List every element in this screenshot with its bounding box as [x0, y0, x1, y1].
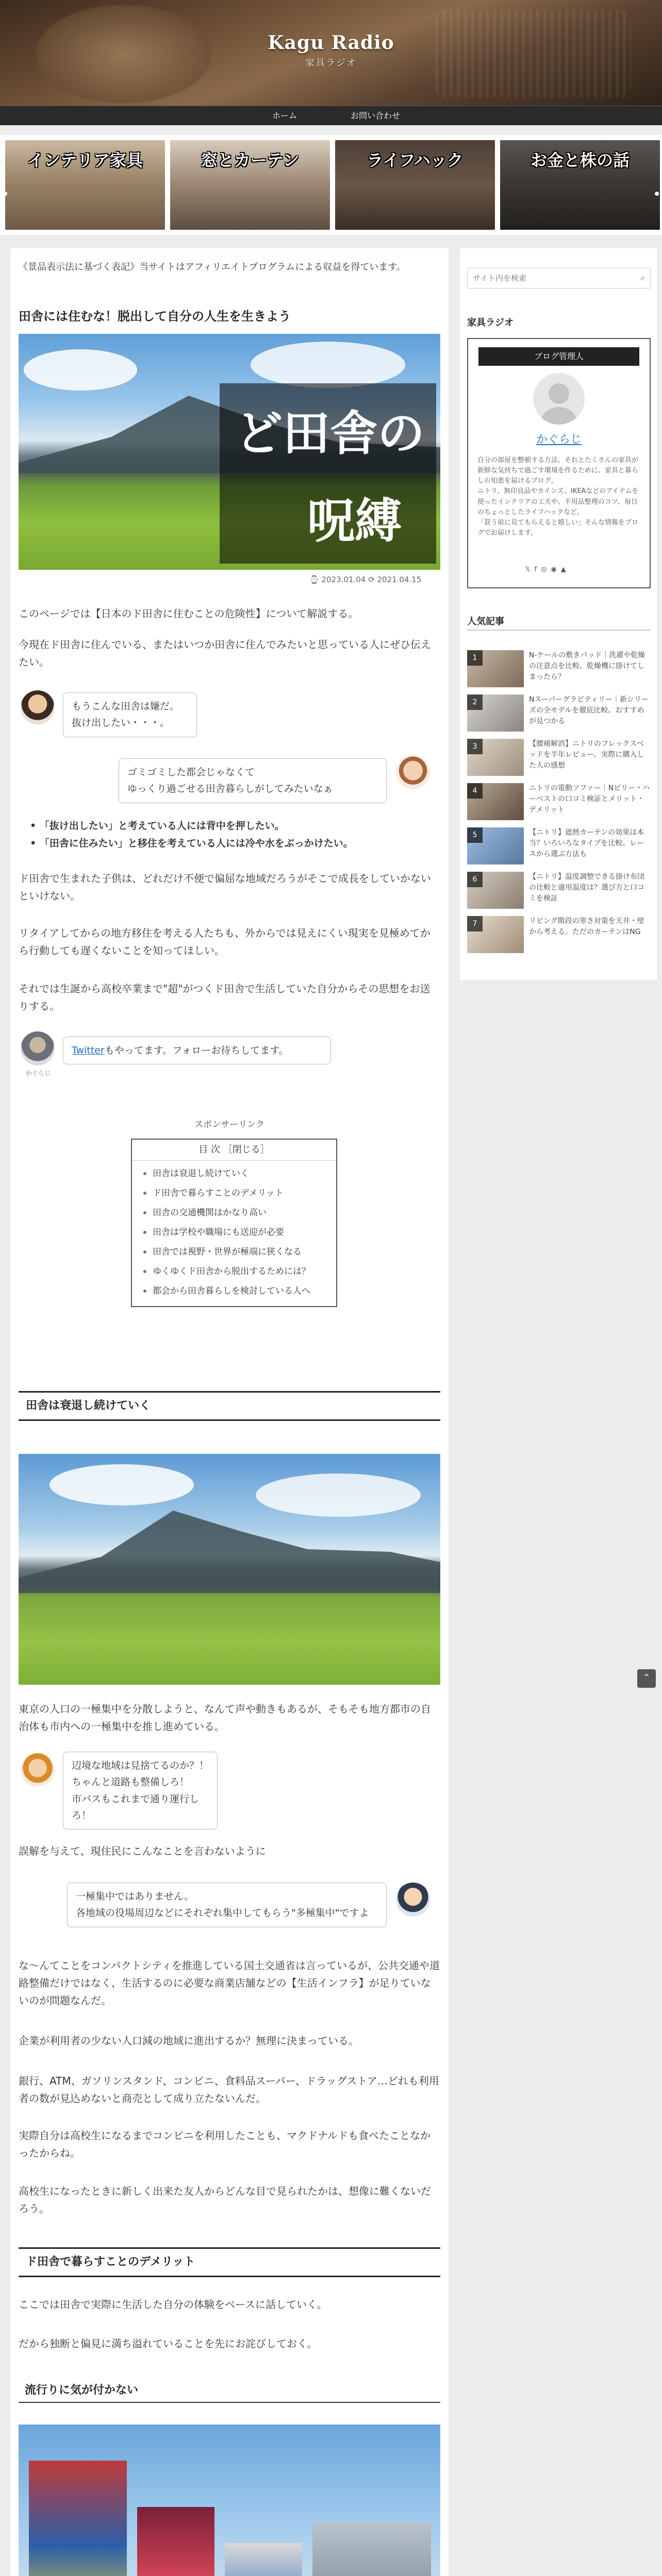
- rank-badge: 2: [467, 694, 483, 710]
- clock-icon: ⌚: [309, 575, 322, 584]
- popular-item[interactable]: [467, 650, 651, 689]
- intro-2: 今現在ド田舎に住んでいる、またはいつか田舎に住んでみたいと思っている人にぜひ伝えたい。: [19, 638, 431, 668]
- popular-divider: [467, 630, 651, 631]
- popular-item[interactable]: [467, 827, 651, 867]
- speech-bubble-1: もうこんな田舎は嫌だ。抜け出したい・・・。: [63, 692, 197, 737]
- article: [10, 248, 449, 2576]
- para-2: リタイアしてからの地方移住を考える人たちも、外からでは見えにくい現実を見極めてから行動しても遅くないことを知ってほしい。: [19, 927, 431, 957]
- rank-badge: 4: [467, 783, 483, 799]
- nav-home[interactable]: ホーム: [272, 111, 297, 121]
- feedly-icon[interactable]: ▲: [560, 566, 570, 573]
- profile-name[interactable]: かぐらじ: [536, 433, 582, 446]
- slider-prev-icon[interactable]: [3, 192, 7, 196]
- toc-title[interactable]: 目 次 ［閉じる］: [132, 1140, 336, 1161]
- site-logo[interactable]: Kagu Radio: [268, 32, 394, 54]
- rank-badge: 6: [467, 872, 483, 887]
- twitter-link[interactable]: Twitter: [72, 1045, 105, 1056]
- heading-decline: 田舎は衰退し続けていく: [19, 1391, 440, 1421]
- hero-text-1: ど田舎の: [235, 405, 425, 461]
- bullet-2: • 「田舎に住みたい」と移住を考えている人には冷や水をぶっかけたい。: [30, 838, 353, 850]
- speech-bubble-3: 辺境な地域は見捨てるのか？！ ちゃんと道路も整備しろ！ 市バスもこれまで通り運行しろ！: [63, 1752, 218, 1829]
- intro-1: このページでは【日本のド田舎に住むことの危険性】について解説する。: [19, 607, 359, 620]
- popular-title-7: リビング階段の寒さ対策を天井・壁から考える。ただのカーテンはNG: [529, 917, 644, 936]
- category-lifehack[interactable]: [335, 140, 495, 230]
- popular-title-5: 【ニトリ】遮熱カーテンの効果は本当？いろいろなタイプを比較。レースから選ぶ方法も: [529, 828, 644, 858]
- s2-para-1: ここでは田舎で実際に生活した自分の体験をベースに話していく。: [19, 2298, 327, 2311]
- building-center: [137, 2507, 214, 2576]
- heading-trends: 流行りに気が付かない: [19, 2380, 440, 2403]
- s1-para-7: 高校生になったときに新しく出来た友人からどんな目で見られたかは、想像に難くないだろう。: [19, 2185, 431, 2215]
- key-points: [30, 817, 437, 852]
- popular-item[interactable]: [467, 739, 651, 778]
- para-1: ド田舎で生まれた子供は、どれだけ不便で偏屈な地域だろうがそこで成長をしていかないといけない。: [19, 872, 431, 902]
- search-icon[interactable]: ⌕: [640, 273, 645, 282]
- speech-bubble-2: ゴミゴミした都会じゃなくて ゆっくり過ごせる田舎暮らしがしてみたいなぁ: [119, 758, 387, 803]
- s1-para-1: 東京の人口の一極集中を分散しようと、なんて声や動きもあるが、そもそも地方都市の自治体も市内への一極集中を推し進めている。: [19, 1703, 431, 1733]
- author-avatar: [21, 1031, 55, 1065]
- twitter-text: もやってます。フォローお待ちしてます。: [104, 1045, 289, 1056]
- social-icons: [525, 566, 570, 573]
- sponsor-label: スポンサーリンク: [194, 1120, 264, 1130]
- global-nav: [0, 106, 662, 125]
- facebook-icon[interactable]: f: [534, 566, 541, 573]
- profile-description: 自分の部屋を整頓する方法、それとたくさんの家具が新鮮な気持ちで過ごす環境を作るために、家具と暮らしの知恵を届けるブログ。 ニトリ、無印良品やカインズ、IKEAなどのアイテムを使ったインテリアの工夫や、不用品整理のコツ、毎日のちょっとしたライフハックなど。 「買う前に見てもらえると嬉しい」そんな情報をブログでお届けします。: [477, 456, 639, 537]
- heading-demerits: ド田舎で暮らすことのデメリット: [19, 2247, 440, 2277]
- popular-item[interactable]: [467, 872, 651, 911]
- search-box: [467, 268, 651, 289]
- site-subtitle: 家具ラジオ: [305, 58, 357, 69]
- building-right: [312, 2522, 431, 2576]
- table-of-contents: [131, 1139, 337, 1307]
- nav-contact[interactable]: お問い合わせ: [351, 111, 401, 121]
- twitter-icon[interactable]: 𝕏: [525, 566, 535, 573]
- category-banners: [0, 135, 662, 235]
- affiliate-notice: 《景品表示法に基づく表記》当サイトはアフィリエイトプログラムによる収益を得ています。: [19, 262, 406, 273]
- article-title: 田舎には住むな！脱出して自分の人生を生きよう: [19, 309, 291, 324]
- popular-title: 人気記事: [467, 616, 504, 627]
- popular-title-6: 【ニトリ】温度調整できる掛け布団の比較と適用温度は？選び方と口コミを検証: [529, 873, 644, 903]
- post-dates: [309, 575, 421, 584]
- back-to-top-icon[interactable]: ⌃: [637, 1669, 656, 1688]
- hero-image: [19, 334, 440, 570]
- countryside-image: [19, 1454, 440, 1685]
- category-money-label: お金と株の話: [530, 150, 630, 170]
- category-money[interactable]: [500, 140, 660, 230]
- rank-badge: 1: [467, 650, 483, 666]
- city-image: [19, 2425, 440, 2576]
- s1-para-4: 企業が利用者の少ない人口減の地域に進出するか？無理に決まっている。: [19, 2035, 359, 2047]
- sidebar: [460, 248, 657, 980]
- toc-item[interactable]: 田舎の交通機関はかなり高い: [143, 1203, 328, 1223]
- speech-bubble-4: 一極集中ではありません。 各地域の役場周辺などにそれぞれ集中してもらう"多極集中"ですよ: [67, 1883, 387, 1927]
- popular-item[interactable]: [467, 694, 651, 734]
- rank-badge: 5: [467, 827, 483, 843]
- building-mid: [225, 2543, 302, 2576]
- category-window-label: 窓とカーテン: [201, 150, 300, 170]
- popular-title-2: Nスーパーグラビティリー｜新シリーズの全モデルを徹底比較。おすすめが見つかる: [529, 696, 649, 725]
- category-interior-label: インテリア家具: [27, 150, 143, 170]
- toc-item[interactable]: ゆくゆくド田舎から脱出するためには？: [143, 1262, 328, 1281]
- twitter-bubble: [63, 1037, 331, 1064]
- s1-para-5: 銀行、ATM、ガソリンスタンド、コンビニ、食料品スーパー、ドラッグストア…どれも利用者の数が見込めないと商売として成り立たないんだ。: [19, 2075, 439, 2105]
- avatar-worried: [21, 690, 55, 724]
- author-caption: かぐらじ: [26, 1070, 51, 1077]
- rss-icon[interactable]: ◉: [551, 566, 561, 573]
- toc-item[interactable]: 都会から田舎暮らしを検討している人へ: [143, 1281, 328, 1301]
- toc-item[interactable]: 田舎は学校や職場にも送迎が必要: [143, 1223, 328, 1242]
- avatar-official: [396, 1883, 430, 1917]
- s2-para-2: だから独断と偏見に満ち溢れていることを先にお詫びしておく。: [19, 2337, 318, 2350]
- search-input[interactable]: [468, 268, 631, 288]
- slider-next-icon[interactable]: [655, 192, 659, 196]
- category-interior[interactable]: [5, 140, 165, 230]
- sidebar-site-name: 家具ラジオ: [467, 317, 514, 328]
- category-window[interactable]: [170, 140, 330, 230]
- category-lifehack-label: ライフハック: [367, 150, 464, 170]
- site-header: [0, 0, 662, 106]
- para-3: それでは生誕から高校卒業まで"超"がつくド田舎で生活していた自分からその思想をお送りする。: [19, 982, 431, 1012]
- hero-text-2: 呪縛: [307, 493, 403, 549]
- avatar-angry: [21, 1753, 55, 1787]
- popular-title-1: N-ケールの敷きパッド｜洗濯や乾燥の注意点を比較。乾燥機に掛けてしまったら？: [529, 651, 646, 681]
- popular-title-4: ニトリの電動ソファー｜Nピリー・ハーベストの口コミ検証とメリット・デメリット: [529, 784, 650, 814]
- toc-item[interactable]: 田舎は衰退し続けていく: [143, 1164, 328, 1183]
- date-updated: 2021.04.15: [377, 575, 422, 584]
- profile-avatar: [533, 373, 585, 425]
- rank-badge: 3: [467, 739, 483, 754]
- popular-item[interactable]: [467, 916, 651, 955]
- building-left: [29, 2461, 127, 2576]
- s1-para-6: 実際自分は高校生になるまでコンビニを利用したことも、マクドナルドも食べたことなかったからね。: [19, 2129, 431, 2159]
- date-published: 2023.01.04: [321, 575, 366, 584]
- profile-box: [467, 338, 651, 588]
- avatar-city: [396, 755, 430, 789]
- s1-para-2: 誤解を与えて、現住民にこんなことを言わないように: [19, 1845, 266, 1857]
- s1-para-3: な〜んてことをコンパクトシティを推進している国土交通省は言っているが、公共交通や道路整備だけではなく、生活するのに必要な商業店舗などの【生活インフラ】が足りていないのが問題なんだ。: [19, 1959, 440, 2007]
- toc-item[interactable]: 田舎では視野・世界が極端に狭くなる: [143, 1242, 328, 1262]
- toc-item[interactable]: ド田舎で暮らすことのデメリット: [143, 1183, 328, 1203]
- instagram-icon[interactable]: ◎: [541, 566, 551, 573]
- popular-item[interactable]: [467, 783, 651, 822]
- profile-title: ブログ管理人: [478, 347, 639, 366]
- refresh-icon: ⟳: [368, 575, 377, 584]
- countryside-mountain-icon: [19, 1454, 440, 1685]
- popular-title-3: 【腰痛解消】ニトリのフレックスベッドを半年レビュー。実際に購入した人の感想: [529, 740, 644, 770]
- rank-badge: 7: [467, 916, 483, 931]
- bullet-1: • 「抜け出したい」と考えている人には背中を押したい。: [30, 820, 285, 832]
